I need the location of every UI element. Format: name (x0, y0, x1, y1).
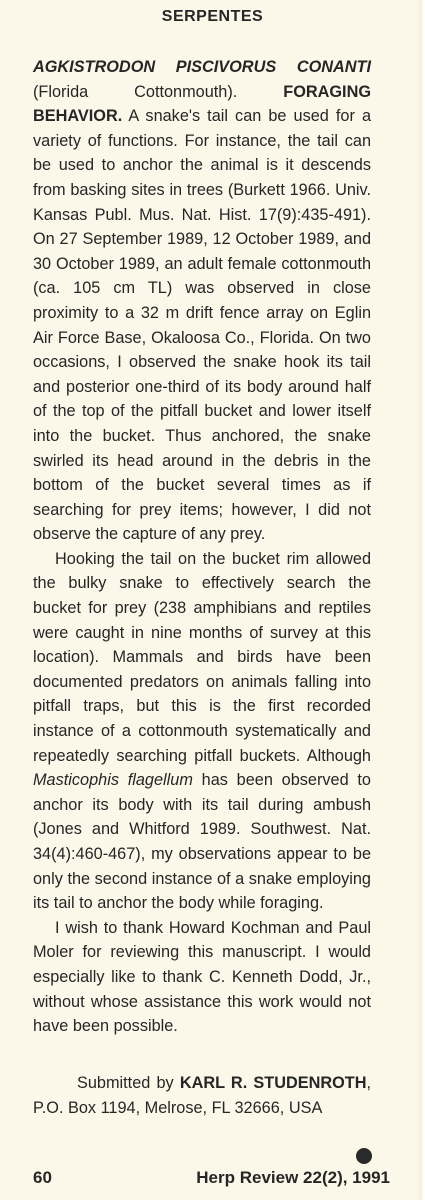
section-heading: SERPENTES (161, 8, 264, 25)
submission-note (33, 1071, 371, 1120)
author-address: , P.O. Box 1194, Melrose, FL 32666, USA (33, 1074, 371, 1117)
paragraph-2 (33, 547, 371, 916)
page-edge (419, 0, 425, 1200)
journal-citation: Herp Review 22(2), 1991 (196, 1168, 390, 1187)
page-number: 60 (33, 1168, 52, 1187)
topic-heading: FORAGING BEHAVIOR. (33, 82, 371, 126)
acknowledgments: I wish to thank Howard Kochman and Paul Moler for reviewing this manuscript. I would especially like to thank C. Kenneth Dodd, Jr., without whose assistance this work would not have been possible. (33, 918, 371, 1036)
paragraph-2-text-a: Hooking the tail on the bucket rim allowed the bulky snake to effectively search the bucket for prey (238 amphibians and reptiles were caught in nine months of survey at this location). Mammals and birds have been documented predators on animals falling into pitfall traps, but this is the first recorded instance of a cottonmouth systematically and repeatedly searching pitfall buckets. Although (33, 549, 371, 765)
paragraph-1 (33, 55, 371, 547)
article-body (33, 55, 371, 1039)
species-name: AGKISTRODON PISCIVORUS CONANTI (33, 58, 371, 76)
paragraph-1-text: A snake's tail can be used for a variety of functions. For instance, the tail can be used to anchor the animal is it descends from basking sites in trees (Burkett 1966. Univ. Kansas Publ. Mus. Nat. Hist. 17(9):435-491). On 27 September 1989, 12 October 1989, and 30 October 1989, an adult female cottonmouth (ca. 105 cm TL) was observed in close proximity to a 32 m drift fence array on Eglin Air Force Base, Okaloosa Co., Florida. On two occasions, I observed the snake hook its tail and posterior one-third of its body around half of the top of the pitfall bucket and lower itself into the bucket. Thus anchored, the snake swirled its head around in the debris in the bottom of the bucket several times as if searching for prey items; however, I did not observe the capture of any prey. (33, 107, 371, 544)
paragraph-2-species: Masticophis flagellum (33, 771, 193, 790)
end-of-article-bullet-icon (356, 1148, 372, 1164)
common-name: (Florida Cottonmouth). (33, 82, 284, 101)
submitted-by: Submitted by (77, 1074, 180, 1092)
author-name: KARL R. STUDENROTH (179, 1074, 367, 1092)
paragraph-2-text-b: has been observed to anchor its body with its tail during ambush (Jones and Whitford 1989. Southwest. Nat. 34(4):460-467), my observations appear to be only the second instance of a snake employing its tail to anchor the body while foraging. (33, 771, 371, 913)
